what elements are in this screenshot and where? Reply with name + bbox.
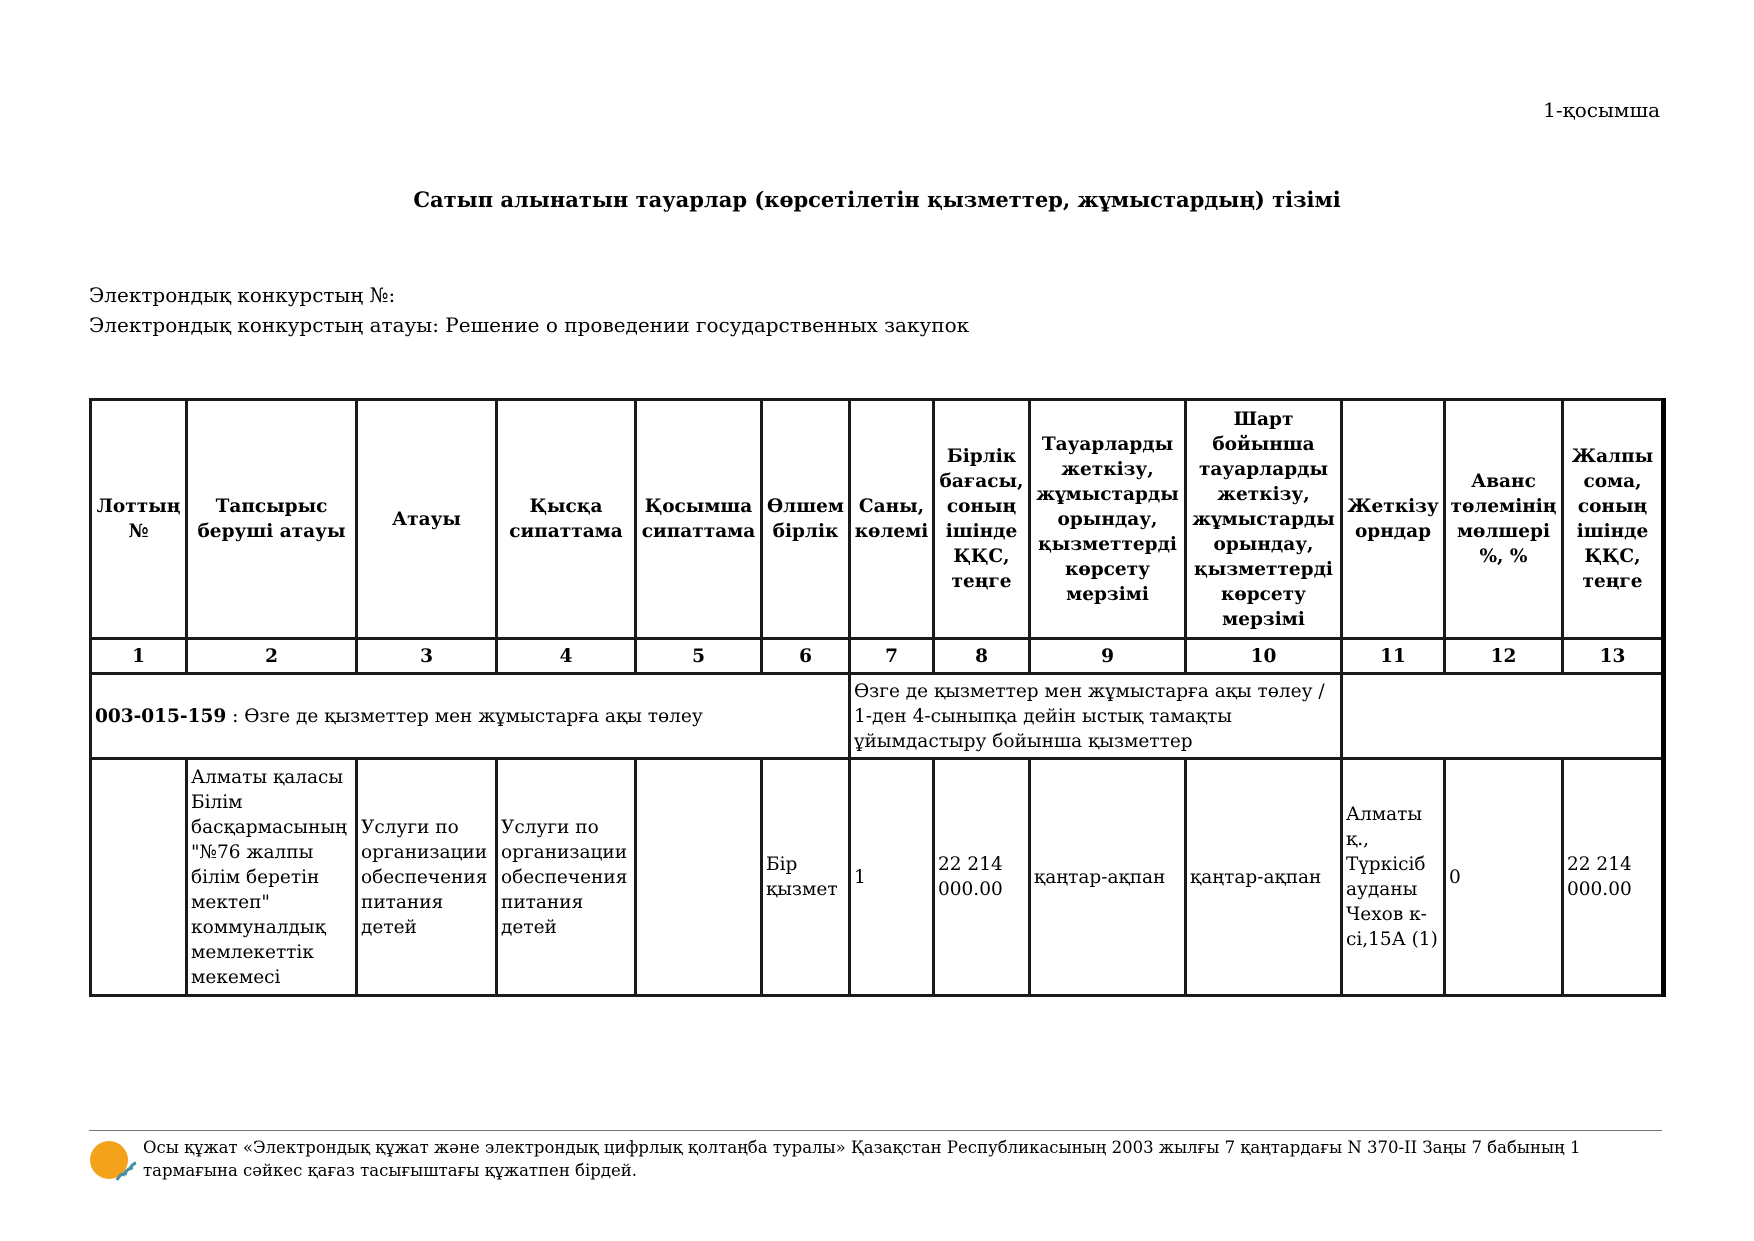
col-number: 7 bbox=[850, 639, 934, 674]
col-number: 9 bbox=[1030, 639, 1186, 674]
col-header: Өлшем бірлік bbox=[762, 400, 850, 639]
cell-total: 22 214 000.00 bbox=[1563, 759, 1664, 996]
egov-sun-logo-icon bbox=[89, 1136, 137, 1184]
cell-extra-desc bbox=[636, 759, 762, 996]
col-number: 10 bbox=[1186, 639, 1342, 674]
col-header: Тауарларды жеткізу, жұмыстарды орындау, қызметтерді көрсету мерзімі bbox=[1030, 400, 1186, 639]
col-header: Лоттың № bbox=[91, 400, 187, 639]
col-header: Шарт бойынша тауарларды жеткізу, жұмыстарды орындау, қызметтерді көрсету мерзімі bbox=[1186, 400, 1342, 639]
document-title: Сатып алынатын тауарлар (көрсетілетін қызметтер, жұмыстардың) тізімі bbox=[413, 187, 1341, 212]
cell-short-desc: Услуги по организации обеспечения питания детей bbox=[497, 759, 636, 996]
footer-legal-text: Осы құжат «Электрондық құжат және электрондық цифрлық қолтаңба туралы» Қазақстан Республикасының 2003 жылғы 7 қаңтардағы N 370-II Заңы 7 бабының 1 тармағына сәйкес қағаз тасығыштағы құжатпен бірдей. bbox=[143, 1138, 1581, 1180]
footer-divider bbox=[89, 1130, 1662, 1131]
column-number-row bbox=[91, 639, 1664, 674]
contest-number: Электрондық конкурстың №: bbox=[89, 283, 396, 307]
col-number: 4 bbox=[497, 639, 636, 674]
lot-code: 003-015-159 bbox=[95, 705, 227, 727]
table-row bbox=[91, 759, 1664, 996]
col-number: 13 bbox=[1563, 639, 1664, 674]
col-number: 3 bbox=[357, 639, 497, 674]
col-header: Саны, көлемі bbox=[850, 400, 934, 639]
cell-delivery-place: Алматы қ., Түркісіб ауданы Чехов к-сі,15А (1) bbox=[1342, 759, 1445, 996]
lot-separator: : bbox=[226, 705, 245, 727]
lot-code-cell bbox=[91, 674, 850, 759]
col-number: 11 bbox=[1342, 639, 1445, 674]
items-table bbox=[89, 398, 1666, 997]
cell-name: Услуги по организации обеспечения питания детей bbox=[357, 759, 497, 996]
col-number: 1 bbox=[91, 639, 187, 674]
table-header-row bbox=[91, 400, 1664, 639]
col-header: Жалпы сома, соның ішінде ҚҚС, теңге bbox=[1563, 400, 1664, 639]
footer bbox=[89, 1136, 1662, 1184]
cell-lot-no bbox=[91, 759, 187, 996]
col-header: Қысқа сипаттама bbox=[497, 400, 636, 639]
contest-meta bbox=[89, 280, 969, 340]
col-header: Тапсырыс беруші атауы bbox=[187, 400, 357, 639]
cell-advance-percent: 0 bbox=[1445, 759, 1563, 996]
col-number: 2 bbox=[187, 639, 357, 674]
cell-delivery-term: қаңтар-ақпан bbox=[1030, 759, 1186, 996]
lot-row bbox=[91, 674, 1664, 759]
lot-name: Өзге де қызметтер мен жұмыстарға ақы төлеу bbox=[244, 705, 703, 727]
col-number: 6 bbox=[762, 639, 850, 674]
contest-name: Электрондық конкурстың атауы: Решение о проведении государственных закупок bbox=[89, 313, 970, 337]
col-number: 12 bbox=[1445, 639, 1563, 674]
cell-contract-term: қаңтар-ақпан bbox=[1186, 759, 1342, 996]
annex-label: 1-қосымша bbox=[1543, 98, 1660, 122]
col-header: Бірлік бағасы, соның ішінде ҚҚС, теңге bbox=[934, 400, 1030, 639]
col-number: 5 bbox=[636, 639, 762, 674]
lot-description: Өзге де қызметтер мен жұмыстарға ақы төлеу / 1-ден 4-сыныпқа дейін ыстық тамақты ұйымдастыру бойынша қызметтер bbox=[850, 674, 1342, 759]
cell-unit: Бір қызмет bbox=[762, 759, 850, 996]
col-number: 8 bbox=[934, 639, 1030, 674]
cell-customer: Алматы қаласы Білім басқармасының "№76 жалпы білім беретін мектеп" коммуналдық мемлекеттік мекемесі bbox=[187, 759, 357, 996]
lot-extra bbox=[1342, 674, 1664, 759]
col-header: Қосымша сипаттама bbox=[636, 400, 762, 639]
cell-quantity: 1 bbox=[850, 759, 934, 996]
col-header: Аванс төлемінің мөлшері %, % bbox=[1445, 400, 1563, 639]
cell-unit-price: 22 214 000.00 bbox=[934, 759, 1030, 996]
col-header: Жеткізу орндар bbox=[1342, 400, 1445, 639]
col-header: Атауы bbox=[357, 400, 497, 639]
